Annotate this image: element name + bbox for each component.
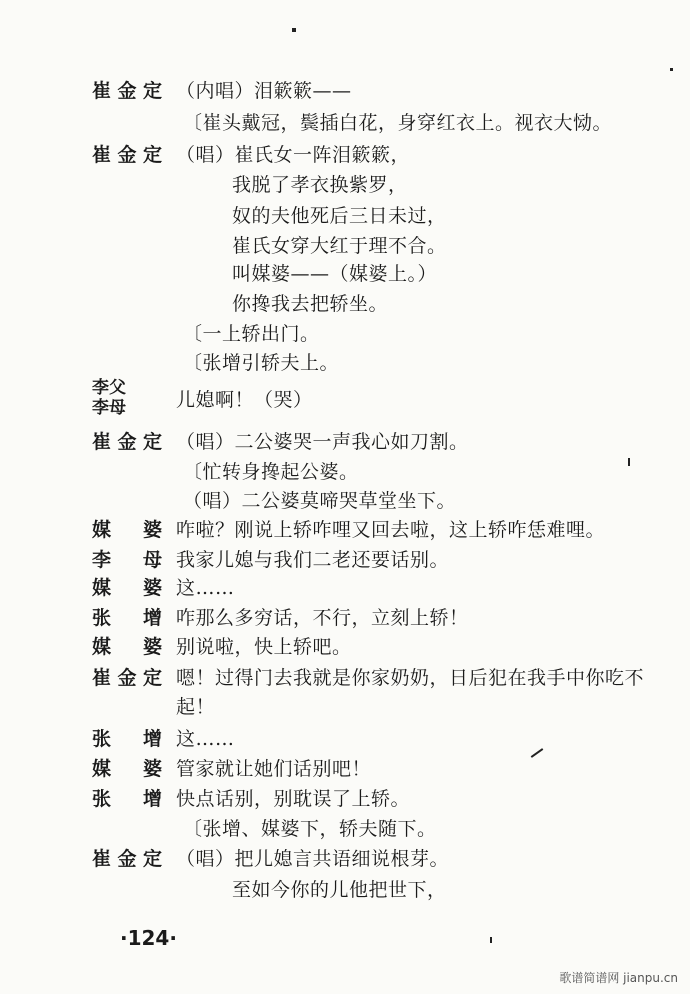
dialogue-line: （内唱）泪簌簌—— (176, 80, 352, 102)
speaker-label: 张增 (92, 607, 162, 629)
speaker-label: 张增 (92, 728, 162, 750)
speaker-label: 媒婆 (92, 519, 162, 541)
scan-speck (292, 28, 296, 32)
scan-speck (531, 748, 544, 758)
dialogue-line: （唱）二公婆莫啼哭草堂坐下。 (183, 490, 457, 512)
verse-line: 我脱了孝衣换紫罗， (232, 174, 408, 196)
dialogue-line: 快点话别，别耽误了上轿。 (176, 788, 411, 810)
speaker-label: 崔金定 (92, 144, 162, 166)
speaker-label: 媒婆 (92, 577, 162, 599)
dialogue-line: 嗯！过得门去我就是你家奶奶，日后犯在我手中你吃不 (176, 667, 645, 689)
verse-line: 叫媒婆——（媒婆上。） (232, 263, 438, 285)
dialogue-line: （唱）崔氏女一阵泪簌簌， (176, 144, 411, 166)
dialogue-line: 这…… (176, 577, 235, 599)
speaker-label: 张增 (92, 788, 162, 810)
dialogue-line: （唱）二公婆哭一声我心如刀割。 (176, 431, 469, 453)
scan-speck (670, 68, 673, 71)
speaker-label: 媒婆 (92, 636, 162, 658)
stage-direction: 〔一上轿出门。 (183, 323, 320, 345)
dialogue-line: 咋啦？刚说上轿咋哩又回去啦，这上轿咋恁难哩。 (176, 519, 606, 541)
dialogue-line: 我家儿媳与我们二老还要话别。 (176, 549, 450, 571)
dialogue-line: 别说啦，快上轿吧。 (176, 636, 352, 658)
dialogue-line: 儿媳啊！（哭） (176, 389, 313, 411)
verse-line: 至如今你的儿他把世下， (232, 879, 447, 901)
scan-speck (490, 937, 492, 943)
speaker-label: 李父 (92, 378, 126, 398)
stage-direction: 〔崔头戴冠，鬓插白花，身穿红衣上。视衣大恸。 (183, 112, 613, 134)
stage-direction: 〔忙转身搀起公婆。 (183, 461, 359, 483)
speaker-label: 李母 (92, 398, 126, 418)
speaker-label: 崔金定 (92, 80, 162, 102)
speaker-label: 李母 (92, 549, 162, 571)
dialogue-line: 这…… (176, 728, 235, 750)
verse-line: 奴的夫他死后三日未过， (232, 205, 447, 227)
speaker-label: 崔金定 (92, 667, 162, 689)
dialogue-line: 起！ (176, 696, 216, 718)
verse-line: 崔氏女穿大红于理不合。 (232, 235, 447, 257)
scan-speck (628, 458, 630, 466)
dialogue-line: 咋那么多穷话，不行，立刻上轿！ (176, 607, 469, 629)
speaker-label: 媒婆 (92, 758, 162, 780)
dialogue-line: （唱）把儿媳言共语细说根芽。 (176, 848, 450, 870)
page-number: ·124· (120, 926, 177, 950)
stage-direction: 〔张增引轿夫上。 (183, 352, 340, 374)
watermark: 歌谱简谱网 jianpu.cn (559, 971, 678, 985)
speaker-label: 崔金定 (92, 848, 162, 870)
dialogue-line: 管家就让她们话别吧！ (176, 758, 372, 780)
stage-direction: 〔张增、媒婆下，轿夫随下。 (183, 818, 437, 840)
verse-line: 你搀我去把轿坐。 (232, 293, 389, 315)
speaker-label: 崔金定 (92, 431, 162, 453)
